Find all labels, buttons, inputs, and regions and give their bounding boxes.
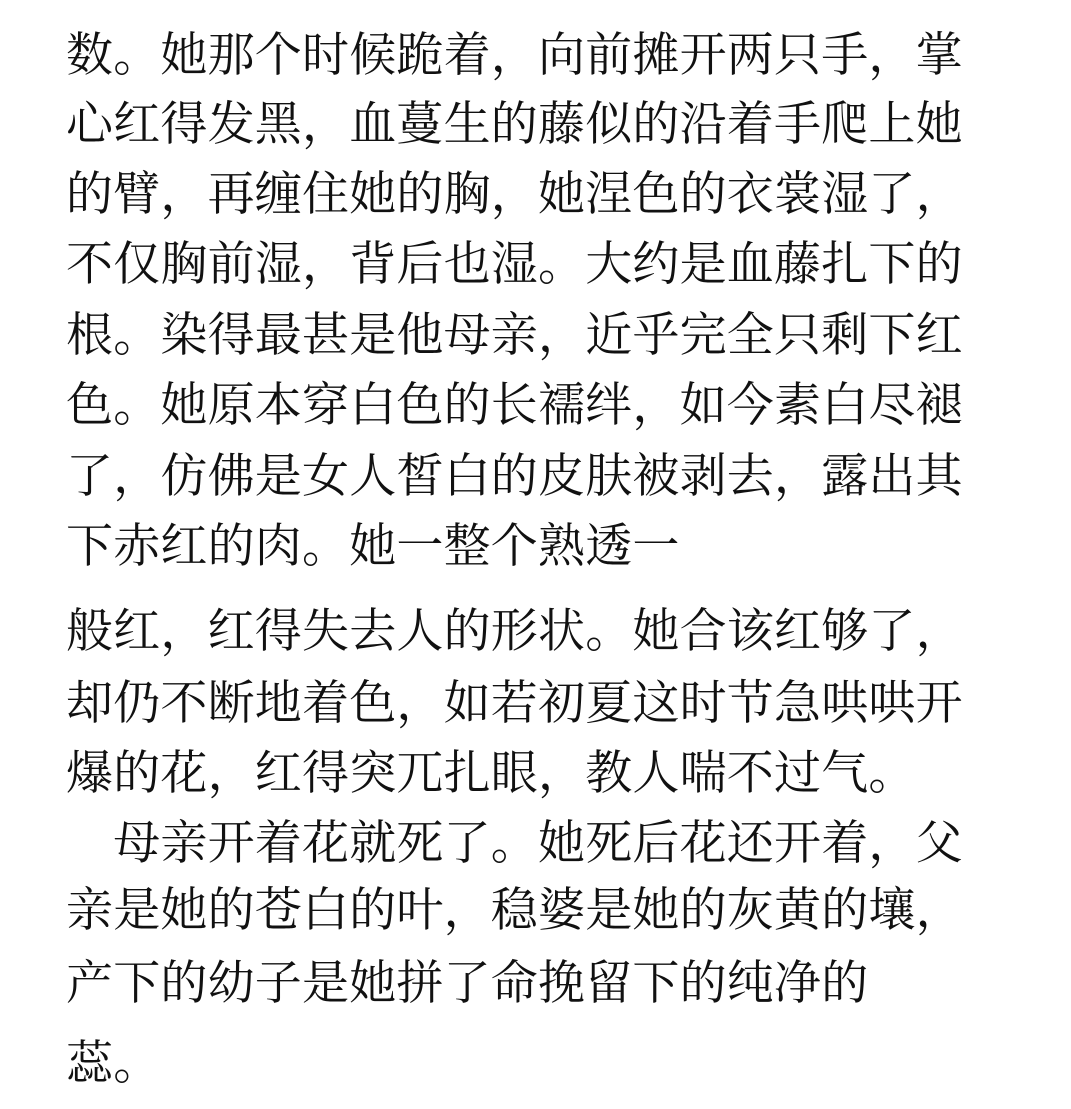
text-line-1: 数。她那个时候跪着，向前摊开两只手，掌 (66, 28, 963, 83)
text-line-13: 亲是她的苍白的叶，稳婆是她的灰黄的壤， (66, 883, 963, 938)
text-line-7: 了，仿佛是女人皙白的皮肤被剥去，露出其 (66, 449, 963, 504)
text-line-14: 产下的幼子是她拼了命挽留下的纯净的 (66, 956, 869, 1011)
text-line-9: 般红，红得失去人的形状。她合该红够了， (66, 604, 963, 659)
text-line-8: 下赤红的肉。她一整个熟透一 (66, 519, 680, 574)
text-line-12: 母亲开着花就死了。她死后花还开着，父 (66, 816, 963, 871)
text-line-4: 不仅胸前湿，背后也湿。大约是血藤扎下的 (66, 237, 963, 292)
text-line-5: 根。染得最甚是他母亲，近乎完全只剩下红 (66, 308, 963, 363)
text-line-11: 爆的花，红得突兀扎眼，教人喘不过气。 (66, 746, 916, 801)
text-line-6: 色。她原本穿白色的长襦绊，如今素白尽褪 (66, 378, 963, 433)
text-line-10: 却仍不断地着色，如若初夏这时节急哄哄开 (66, 676, 963, 731)
text-line-3: 的臂，再缠住她的胸，她涅色的衣裳湿了， (66, 167, 963, 222)
text-line-2: 心红得发黑，血蔓生的藤似的沿着手爬上她 (66, 97, 963, 152)
text-line-15: 蕊。 (66, 1036, 161, 1091)
